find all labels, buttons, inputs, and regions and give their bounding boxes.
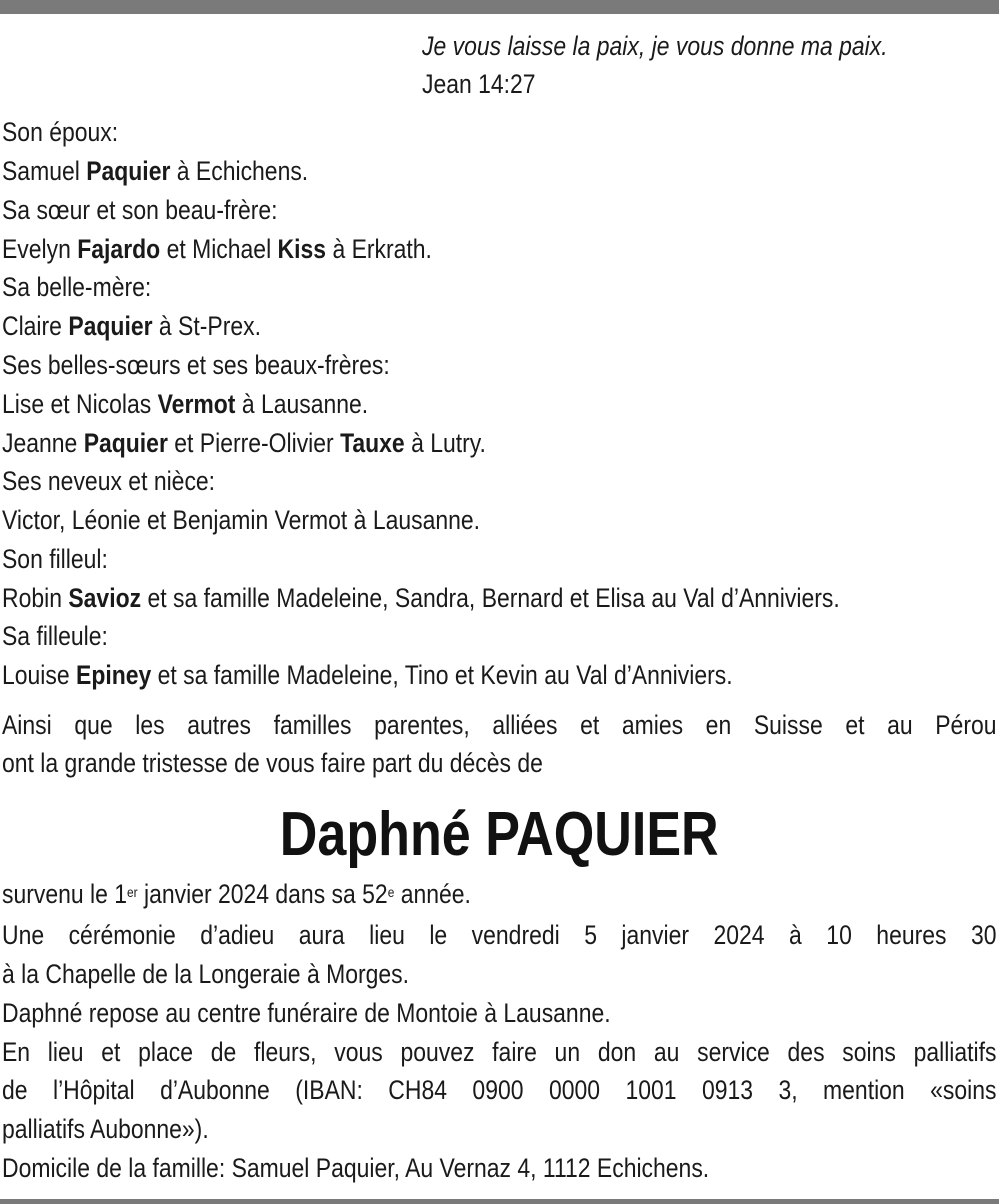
family-address-line: Domicile de la famille: Samuel Paquier, Au Vernaz 4, 1112 Echichens. — [2, 1153, 710, 1183]
death-date-line: survenu le 1er janvier 2024 dans sa 52e année. — [2, 879, 471, 909]
quote-reference: Jean 14:27 — [422, 69, 536, 99]
motherinlaw-label: Sa belle-mère: — [2, 272, 152, 302]
top-rule — [0, 0, 999, 14]
spouse-line: Samuel Paquier à Echichens. — [2, 156, 309, 186]
donation-line-3: palliatifs Aubonne»). — [2, 1114, 209, 1144]
bottom-rule — [0, 1199, 999, 1204]
sister-label: Sa sœur et son beau-frère: — [2, 195, 278, 225]
godson-line: Robin Savioz et sa famille Madeleine, Sandra, Bernard et Elisa au Val d’Anniviers. — [2, 583, 840, 613]
nephews-line: Victor, Léonie et Benjamin Vermot à Lausanne. — [2, 505, 481, 535]
donation-line-1: En lieu et place de fleurs, vous pouvez faire un don au service des soins palliatifs — [2, 1037, 997, 1067]
inlaws-label: Ses belles-sœurs et ses beaux-frères: — [2, 350, 390, 380]
goddaughter-label: Sa filleule: — [2, 621, 108, 651]
inlaw-line-2: Jeanne Paquier et Pierre-Olivier Tauxe à Lutry. — [2, 428, 486, 458]
ceremony-line-2: à la Chapelle de la Longeraie à Morges. — [2, 959, 410, 989]
deceased-name: Daphné PAQUIER — [280, 800, 719, 869]
spouse-label: Son époux: — [2, 117, 119, 147]
donation-line-2: de l’Hôpital d’Aubonne (IBAN: CH84 0900 0000 1001 0913 3, mention «soins — [2, 1075, 997, 1105]
quote-text: Je vous laisse la paix, je vous donne ma paix. — [422, 31, 888, 61]
announcement-line-1: Ainsi que les autres familles parentes, alliées et amies en Suisse et au Pérou — [2, 710, 997, 740]
rest-place-line: Daphné repose au centre funéraire de Montoie à Lausanne. — [2, 998, 611, 1028]
sister-line: Evelyn Fajardo et Michael Kiss à Erkrath. — [2, 234, 432, 264]
ceremony-line-1: Une cérémonie d’adieu aura lieu le vendredi 5 janvier 2024 à 10 heures 30 — [2, 920, 997, 950]
announcement-line-2: ont la grande tristesse de vous faire part du décès de — [2, 748, 543, 778]
inlaw-line-1: Lise et Nicolas Vermot à Lausanne. — [2, 389, 369, 419]
godson-label: Son filleul: — [2, 544, 108, 574]
nephews-label: Ses neveux et nièce: — [2, 466, 216, 496]
motherinlaw-line: Claire Paquier à St-Prex. — [2, 311, 261, 341]
goddaughter-line: Louise Epiney et sa famille Madeleine, Tino et Kevin au Val d’Anniviers. — [2, 660, 733, 690]
